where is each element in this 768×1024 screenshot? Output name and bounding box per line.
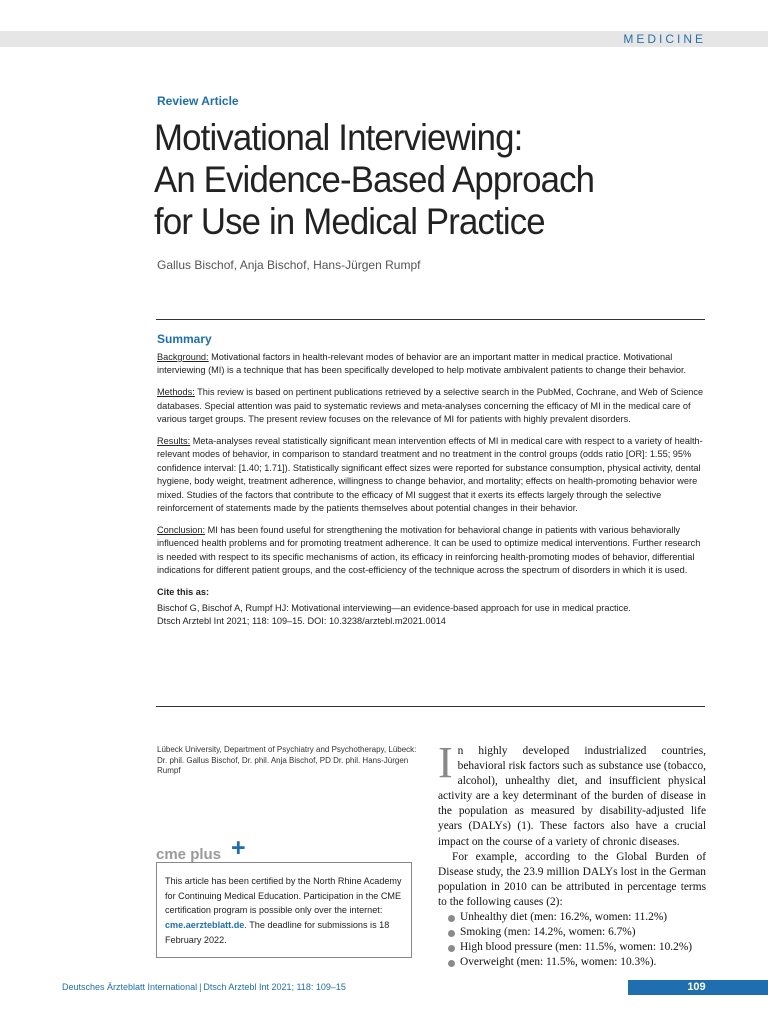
drop-cap: I <box>438 738 453 787</box>
footer-citation: Dtsch Arztebl Int 2021; 118: 109–15 <box>203 982 346 992</box>
article-body <box>438 738 706 970</box>
title-line-1: Motivational Interviewing: <box>154 117 523 158</box>
conclusion-text: MI has been found useful for strengthening the motivation for behavioral change in patients with various behaviorally influenced health problems and for promoting treatment adherence. It can be used to optimize medical interventions. Further research is needed with respect to its specific mechanisms of action, its efficacy in reinforcing health-promoting modes of behavior, differential indications for different patient groups, and the cost-efficiency of the technique across the spectrum of disorders in which it is used. <box>157 524 701 576</box>
body-paragraph-1 <box>438 738 706 850</box>
title-line-2: An Evidence-Based Approach <box>154 159 595 200</box>
author-list: Gallus Bischof, Anja Bischof, Hans-Jürgen Rumpf <box>157 258 421 272</box>
abstract-background <box>157 351 705 378</box>
author-affiliation: Lübeck University, Department of Psychiatry and Psychotherapy, Lübeck: Dr. phil. Gallus Bischof, Dr. phil. Anja Bischof, PD Dr. phil. Hans-Jürgen Rumpf <box>157 745 417 775</box>
conclusion-label: Conclusion: <box>157 524 206 535</box>
body-paragraph-1-text: n highly developed industrialized countries, behavioral risk factors such as substance use (tobacco, alcohol), unhealthy diet, and insufficient physical activity are a key determinant of the burden of disease in the population as measured by disability-adjusted life years (DALYs) (1). These factors also have a crucial impact on the course of a variety of chronic diseases. <box>438 745 706 848</box>
background-label: Background: <box>157 352 209 362</box>
methods-text: This review is based on pertinent publications retrieved by a selective search in the PubMed, Cochrane, and Web of Science databases. Special attention was paid to systematic reviews and meta-analyses concerning the efficacy of MI in the medical care of various target groups. The present review focuses on the relevance of MI for patients with highly prevalent disorders. <box>157 387 704 425</box>
article-type: Review Article <box>157 94 239 108</box>
abstract-results <box>157 435 705 515</box>
list-item: Unhealthy diet (men: 16.2%, women: 11.2%) <box>448 910 706 925</box>
footer-separator: | <box>199 982 202 992</box>
summary-top-rule <box>156 319 705 320</box>
cme-text-before: This article has been certified by the North Rhine Academy for Continuing Medical Education. Participation in the CME certification program is possible only over the internet: <box>165 876 402 916</box>
cme-text-after: . The deadline for submissions is 18 February 2022. <box>165 920 390 945</box>
abstract-methods <box>157 386 705 426</box>
list-item: Overweight (men: 11.5%, women: 10.3%). <box>448 955 706 970</box>
background-text: Motivational factors in health-relevant modes of behavior are an important matter in medical practice. Motivational interviewing (MI) is a technique that has been specifically developed to help motivate ambivalent patients to change their behavior. <box>157 352 687 376</box>
page-number: 109 <box>687 981 706 993</box>
list-item: Smoking (men: 14.2%, women: 6.7%) <box>448 925 706 940</box>
abstract-conclusion <box>157 524 705 578</box>
cme-info-text <box>165 874 411 948</box>
cause-list <box>438 910 706 970</box>
methods-label: Methods: <box>157 387 195 398</box>
results-label: Results: <box>157 436 191 447</box>
page-number-box <box>628 980 768 995</box>
cite-heading: Cite this as: <box>157 587 210 598</box>
cite-line-2: Dtsch Arztebl Int 2021; 118: 109–15. DOI: 10.3238/arztebl.m2021.0014 <box>157 615 446 626</box>
footer-journal <box>62 982 346 992</box>
summary-heading: Summary <box>157 332 212 346</box>
plus-icon: + <box>231 834 246 862</box>
title-line-3: for Use in Medical Practice <box>154 201 545 242</box>
cite-line-1: Bischof G, Bischof A, Rumpf HJ: Motivational interviewing—an evidence-based approach for use in medical practice. <box>157 602 631 613</box>
section-label: MEDICINE <box>623 32 706 46</box>
list-item: High blood pressure (men: 11.5%, women: 10.2%) <box>448 940 706 955</box>
body-paragraph-2: For example, according to the Global Burden of Disease study, the 23.9 million DALYs lost in the German population in 2010 can be attributed in percentage terms to the following causes (2): <box>438 850 706 908</box>
article-title <box>154 117 680 243</box>
summary-abstract <box>157 351 705 628</box>
footer-journal-name: Deutsches Ärzteblatt International <box>62 982 198 992</box>
summary-bottom-rule <box>156 706 705 707</box>
cme-link[interactable]: cme.aerzteblatt.de <box>165 920 245 931</box>
results-text: Meta-analyses reveal statistically significant mean intervention effects of MI in medical care with respect to a variety of health-relevant modes of behavior, in comparison to standard treatment and no treatment in the control groups (odds ratio [OR]: 1.55; 95% confidence interval: [1.40; 1.71]). Statistically significant effect sizes were reported for substance consumption, physical activity, dental hygiene, body weight, treatment adherence, willingness to change behavior, and mortality; effects on health-promoting behavior were mixed. Studies of the factors that contribute to the efficacy of MI suggest that it exerts its effects largely through the selective reinforcement of statements made by the patients themselves about potential changes in their behavior. <box>157 436 703 514</box>
cme-plus-label: cme plus <box>156 846 222 863</box>
